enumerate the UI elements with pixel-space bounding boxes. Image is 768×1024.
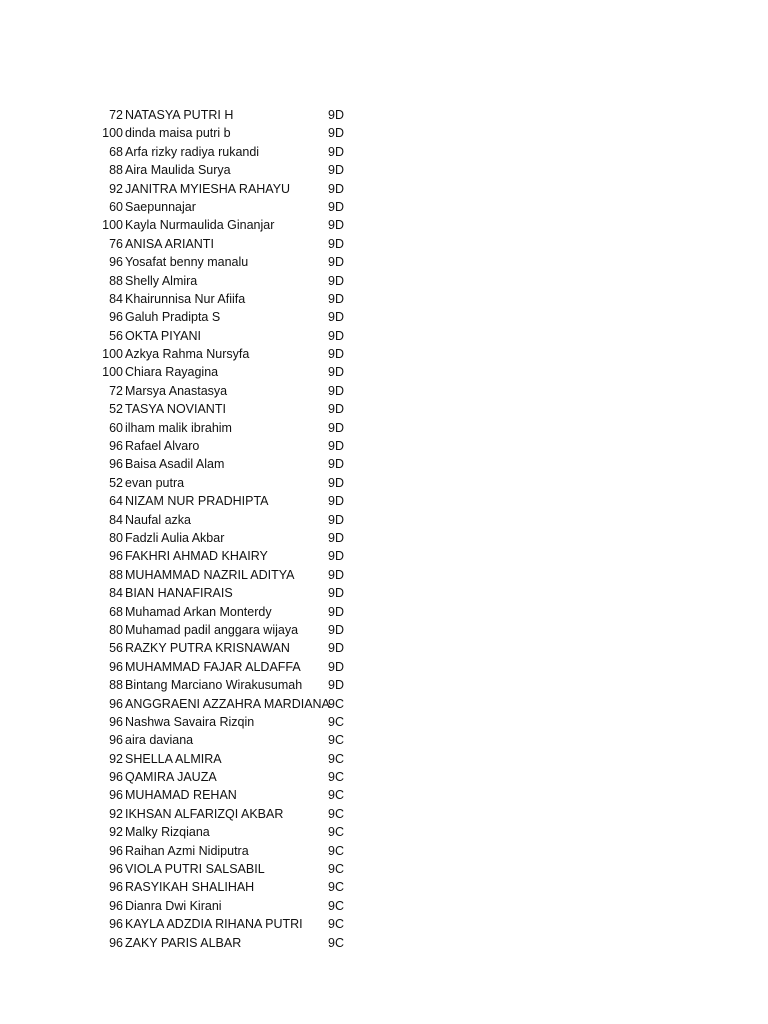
student-name: Yosafat benny manalu [125, 255, 249, 270]
student-name: KAYLA ADZDIA RIHANA PUTRI [125, 917, 303, 932]
score-value: 76 [109, 236, 123, 251]
student-name: TASYA NOVIANTI [125, 402, 226, 417]
score-value: 72 [109, 383, 123, 398]
list-row [0, 713, 768, 731]
student-name: FAKHRI AHMAD KHAIRY [125, 549, 268, 564]
class-code: 9D [328, 126, 344, 141]
list-row [0, 180, 768, 198]
score-value: 96 [109, 659, 123, 674]
list-row [0, 529, 768, 547]
score-value: 72 [109, 108, 123, 122]
list-row [0, 216, 768, 234]
student-name: ANGGRAENI AZZAHRA MARDIANA [125, 696, 330, 711]
score-value: 96 [109, 843, 123, 858]
student-name: MUHAMMAD NAZRIL ADITYA [125, 567, 295, 582]
student-name: BIAN HANAFIRAIS [125, 586, 233, 601]
score-value: 92 [109, 825, 123, 840]
student-name: Muhamad padil anggara wijaya [125, 622, 299, 637]
list-row [0, 327, 768, 345]
student-name: Muhamad Arkan Monterdy [125, 604, 272, 619]
list-row [0, 621, 768, 639]
score-value: 52 [109, 475, 123, 490]
class-code: 9D [328, 530, 344, 545]
student-name: ilham malik ibrahim [125, 420, 232, 435]
score-value: 80 [109, 530, 123, 545]
class-code: 9D [328, 494, 344, 509]
student-name: ANISA ARIANTI [125, 236, 214, 251]
student-name: Naufal azka [125, 512, 192, 527]
list-row [0, 437, 768, 455]
list-row [0, 124, 768, 142]
class-code: 9D [328, 199, 344, 214]
score-value: 56 [109, 641, 123, 656]
list-row [0, 400, 768, 418]
student-name: OKTA PIYANI [125, 328, 201, 343]
class-code: 9D [328, 439, 344, 454]
class-code: 9D [328, 420, 344, 435]
class-code: 9D [328, 310, 344, 325]
student-name: Kayla Nurmaulida Ginanjar [125, 218, 275, 233]
score-value: 96 [109, 696, 123, 711]
student-name: Bintang Marciano Wirakusumah [125, 678, 303, 693]
score-value: 60 [109, 420, 123, 435]
student-name: Baisa Asadil Alam [125, 457, 225, 472]
student-name: Galuh Pradipta S [125, 310, 221, 325]
student-name: Rafael Alvaro [125, 439, 200, 454]
score-value: 96 [109, 714, 123, 729]
class-code: 9C [328, 862, 344, 877]
student-name: RAZKY PUTRA KRISNAWAN [125, 641, 290, 656]
score-value: 88 [109, 678, 123, 693]
class-code: 9C [328, 714, 344, 729]
class-code: 9D [328, 549, 344, 564]
list-row [0, 658, 768, 676]
student-name: Chiara Rayagina [125, 365, 219, 380]
class-code: 9D [328, 218, 344, 233]
score-value: 80 [109, 622, 123, 637]
list-row [0, 915, 768, 933]
class-code: 9D [328, 236, 344, 251]
class-code: 9C [328, 806, 344, 821]
score-value: 96 [109, 917, 123, 932]
score-value: 60 [109, 199, 123, 214]
list-row [0, 308, 768, 326]
list-row [0, 198, 768, 216]
class-code: 9D [328, 273, 344, 288]
class-code: 9D [328, 604, 344, 619]
score-value: 68 [109, 604, 123, 619]
class-code: 9D [328, 641, 344, 656]
class-code: 9D [328, 586, 344, 601]
student-name: Khairunnisa Nur Afiifa [125, 291, 246, 306]
student-name: SHELLA ALMIRA [125, 751, 222, 766]
class-code: 9D [328, 678, 344, 693]
list-row [0, 382, 768, 400]
class-code: 9C [328, 825, 344, 840]
student-name: Raihan Azmi Nidiputra [125, 843, 249, 858]
student-name: Aira Maulida Surya [125, 163, 231, 178]
list-row [0, 419, 768, 437]
class-code: 9D [328, 347, 344, 362]
class-code: 9D [328, 512, 344, 527]
score-value: 96 [109, 457, 123, 472]
class-code: 9D [328, 163, 344, 178]
student-name: NIZAM NUR PRADHIPTA [125, 494, 269, 509]
list-row [0, 235, 768, 253]
score-value: 84 [109, 512, 123, 527]
list-row [0, 934, 768, 952]
score-value: 88 [109, 273, 123, 288]
class-code: 9D [328, 181, 344, 196]
list-row [0, 695, 768, 713]
class-code: 9D [328, 567, 344, 582]
student-name: dinda maisa putri b [125, 126, 231, 141]
class-code: 9C [328, 935, 344, 950]
class-code: 9C [328, 843, 344, 858]
student-name: Malky Rizqiana [125, 825, 210, 840]
score-value: 96 [109, 439, 123, 454]
score-value: 96 [109, 935, 123, 950]
student-name: IKHSAN ALFARIZQI AKBAR [125, 806, 284, 821]
class-code: 9C [328, 733, 344, 748]
score-value: 88 [109, 567, 123, 582]
class-code: 9D [328, 475, 344, 490]
score-value: 96 [109, 862, 123, 877]
student-name: Marsya Anastasya [125, 383, 228, 398]
class-code: 9D [328, 291, 344, 306]
class-code: 9D [328, 383, 344, 398]
list-row [0, 842, 768, 860]
list-row [0, 805, 768, 823]
list-row [0, 363, 768, 381]
student-name: RASYIKAH SHALIHAH [125, 880, 255, 895]
list-row [0, 897, 768, 915]
student-name: Saepunnajar [125, 199, 196, 214]
list-row [0, 511, 768, 529]
class-code: 9C [328, 696, 344, 711]
list-row [0, 878, 768, 896]
score-value: 96 [109, 549, 123, 564]
student-name: Azkya Rahma Nursyfa [125, 347, 250, 362]
student-name: Shelly Almira [125, 273, 198, 288]
list-row [0, 253, 768, 271]
student-name: evan putra [125, 475, 185, 490]
score-value: 96 [109, 255, 123, 270]
list-row [0, 860, 768, 878]
class-code: 9D [328, 255, 344, 270]
student-name: MUHAMAD REHAN [125, 788, 237, 803]
class-code: 9D [328, 144, 344, 159]
list-row [0, 639, 768, 657]
class-code: 9C [328, 788, 344, 803]
list-row [0, 492, 768, 510]
score-value: 52 [109, 402, 123, 417]
student-name: aira daviana [125, 733, 194, 748]
student-name: Nashwa Savaira Rizqin [125, 714, 255, 729]
student-name: NATASYA PUTRI H [125, 108, 234, 122]
list-row [0, 455, 768, 473]
class-code: 9C [328, 898, 344, 913]
list-row [0, 750, 768, 768]
list-row [0, 731, 768, 749]
student-name: ZAKY PARIS ALBAR [125, 935, 242, 950]
list-row [0, 547, 768, 565]
score-value: 84 [109, 291, 123, 306]
score-value: 96 [109, 770, 123, 785]
list-row [0, 786, 768, 804]
list-row [0, 106, 768, 124]
score-value: 92 [109, 181, 123, 196]
student-name: VIOLA PUTRI SALSABIL [125, 862, 265, 877]
class-code: 9D [328, 365, 344, 380]
list-row [0, 823, 768, 841]
score-value: 100 [102, 365, 123, 380]
score-value: 96 [109, 310, 123, 325]
class-code: 9C [328, 751, 344, 766]
student-name: Fadzli Aulia Akbar [125, 530, 225, 545]
score-value: 84 [109, 586, 123, 601]
score-value: 56 [109, 328, 123, 343]
student-name: Dianra Dwi Kirani [125, 898, 222, 913]
class-code: 9C [328, 770, 344, 785]
class-code: 9D [328, 402, 344, 417]
class-code: 9D [328, 457, 344, 472]
student-name: QAMIRA JAUZA [125, 770, 217, 785]
score-value: 96 [109, 733, 123, 748]
list-row [0, 345, 768, 363]
score-value: 68 [109, 144, 123, 159]
list-row [0, 676, 768, 694]
class-code: 9D [328, 328, 344, 343]
list-row [0, 272, 768, 290]
list-row [0, 603, 768, 621]
list-row [0, 161, 768, 179]
score-value: 96 [109, 788, 123, 803]
list-row [0, 290, 768, 308]
score-value: 96 [109, 898, 123, 913]
score-value: 96 [109, 880, 123, 895]
list-row [0, 768, 768, 786]
student-name: Arfa rizky radiya rukandi [125, 144, 260, 159]
list-row [0, 143, 768, 161]
class-code: 9D [328, 108, 344, 122]
score-value: 100 [102, 347, 123, 362]
score-value: 64 [109, 494, 123, 509]
score-value: 88 [109, 163, 123, 178]
list-row [0, 584, 768, 602]
class-code: 9D [328, 622, 344, 637]
score-value: 92 [109, 751, 123, 766]
list-row [0, 474, 768, 492]
list-row [0, 566, 768, 584]
score-value: 100 [102, 126, 123, 141]
class-code: 9C [328, 917, 344, 932]
student-name: JANITRA MYIESHA RAHAYU [125, 181, 291, 196]
score-list [0, 106, 768, 952]
score-value: 92 [109, 806, 123, 821]
student-name: MUHAMMAD FAJAR ALDAFFA [125, 659, 301, 674]
score-value: 100 [102, 218, 123, 233]
class-code: 9D [328, 659, 344, 674]
class-code: 9C [328, 880, 344, 895]
